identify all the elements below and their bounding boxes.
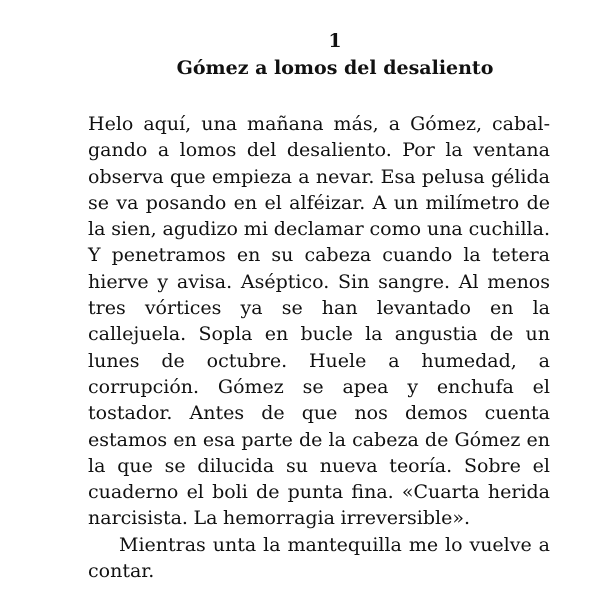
- paragraph: Mientras unta la mantequilla me lo vuelve a contar.: [88, 533, 550, 583]
- chapter-number: 1: [328, 30, 342, 52]
- chapter-title: Gómez a lomos del desaliento: [176, 57, 494, 79]
- paragraph: Helo aquí, una mañana más, a Gómez, cabalgando a lomos del desaliento. Por la ventana observa que empieza a nevar. Esa pelusa gélida se va posando en el alféizar. A un milímetro de la sien, agudizo mi declamar como una cuchilla. Y penetramos en su cabeza cuando la tetera hierve y avisa. Aséptico. Sin sangre. Al menos tres vórtices ya se han levantado en la callejuela. Sopla en bucle la angustia de un lunes de octubre. Huele a humedad, a corrupción. Gómez se apea y enchufa el tostador. Antes de que nos demos cuenta estamos en esa parte de la cabeza de Gómez en la que se dilucida su nueva teoría. Sobre el cuaderno el boli de punta fina. «Cuarta herida narcisista. La hemorragia irreversible».: [88, 113, 550, 530]
- book-page: [88, 28, 550, 584]
- chapter-body: [88, 111, 550, 584]
